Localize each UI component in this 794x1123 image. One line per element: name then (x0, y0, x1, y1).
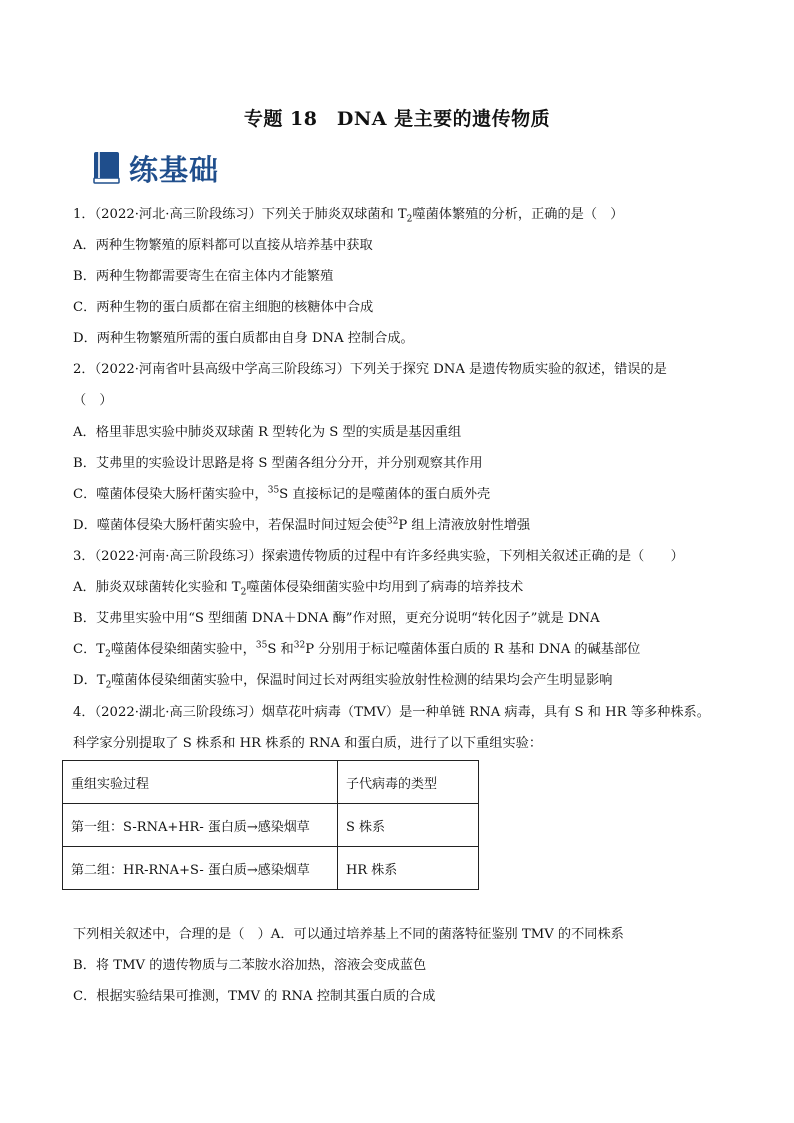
q2-option-b: B．艾弗里的实验设计思路是将 S 型菌各组分分开，并分别观察其作用 (73, 456, 483, 471)
q2-option-c: C．噬菌体侵染大肠杆菌实验中，$^{35}$S 直接标记的是噬菌体的蛋白质外壳 (73, 485, 491, 502)
q2-answer-paren: （ ） (73, 393, 113, 408)
q3-option-a: A．肺炎双球菌转化实验和 $T_2$噬菌体侵染细菌实验中均用到了病毒的培养技术 (73, 580, 524, 598)
q1-option-a: A．两种生物繁殖的原料都可以直接从培养基中获取 (73, 238, 373, 253)
book-icon (92, 151, 122, 185)
q3-option-b: B．艾弗里实验中用“S 型细菌 DNA＋DNA 酶”作对照，更充分说明“转化因子”就是 DNA (73, 611, 600, 626)
table-cell: 第二组：HR-RNA+S- 蛋白质→感染烟草 (63, 847, 338, 890)
table-row (63, 804, 479, 847)
q3-option-d: D．$T_2$噬菌体侵染细菌实验中，保温时间过长对两组实验放射性检测的结果均会产生明显影响 (73, 673, 613, 691)
q2-option-a: A．格里菲思实验中肺炎双球菌 R 型转化为 S 型的实质是基因重组 (73, 425, 462, 440)
table-row (63, 847, 479, 890)
recombination-experiment-table (62, 760, 479, 890)
section-heading: 练基础 (129, 152, 220, 187)
table-header-row (63, 761, 479, 804)
table-cell: S 株系 (338, 804, 479, 847)
table-cell: 第一组：S-RNA+HR- 蛋白质→感染烟草 (63, 804, 338, 847)
q2-stem: 2．（2022·河南省叶县高级中学高三阶段练习）下列关于探究 DNA 是遗传物质实验的叙述，错误的是 (73, 362, 667, 377)
q2-option-d: D．噬菌体侵染大肠杆菌实验中，若保温时间过短会使$^{32}$P 组上清液放射性增强 (73, 516, 531, 533)
q1-option-b: B．两种生物都需要寄生在宿主体内才能繁殖 (73, 269, 334, 284)
q1-option-c: C．两种生物的蛋白质都在宿主细胞的核糖体中合成 (73, 300, 374, 315)
table-cell: HR 株系 (338, 847, 479, 890)
q4-option-c: C．根据实验结果可推测，TMV 的 RNA 控制其蛋白质的合成 (73, 989, 436, 1004)
q3-option-c: C．$T_2$噬菌体侵染细菌实验中，$^{35}$S 和$^{32}$P 分别用于标记噬菌体蛋白质的 R 基和 DNA 的碱基部位 (73, 640, 641, 660)
q4-option-b: B．将 TMV 的遗传物质与二苯胺水浴加热，溶液会变成蓝色 (73, 958, 427, 973)
q4-question-and-option-a: 下列相关叙述中，合理的是（ ）A．可以通过培养基上不同的菌落特征鉴别 TMV 的不同株系 (73, 927, 624, 942)
q3-stem: 3．（2022·河南·高三阶段练习）探索遗传物质的过程中有许多经典实验，下列相关叙述正确的是（ ） (73, 549, 684, 564)
q4-stem-line1: 4．（2022·湖北·高三阶段练习）烟草花叶病毒（TMV）是一种单链 RNA 病毒，具有 S 和 HR 等多种株系。 (73, 705, 710, 720)
q1-option-d: D．两种生物繁殖所需的蛋白质都由自身 DNA 控制合成。 (73, 331, 414, 346)
section-banner (92, 148, 219, 188)
page-title: 专题 18 DNA 是主要的遗传物质 (243, 108, 551, 130)
table-header-cell: 子代病毒的类型 (338, 761, 479, 804)
q4-stem-line2: 科学家分别提取了 S 株系和 HR 株系的 RNA 和蛋白质，进行了以下重组实验： (73, 736, 543, 751)
table-header-cell: 重组实验过程 (63, 761, 338, 804)
q1-stem: 1．（2022·河北·高三阶段练习）下列关于肺炎双球菌和 $T_2$噬菌体繁殖的分析，正确的是（ ） (73, 207, 624, 225)
